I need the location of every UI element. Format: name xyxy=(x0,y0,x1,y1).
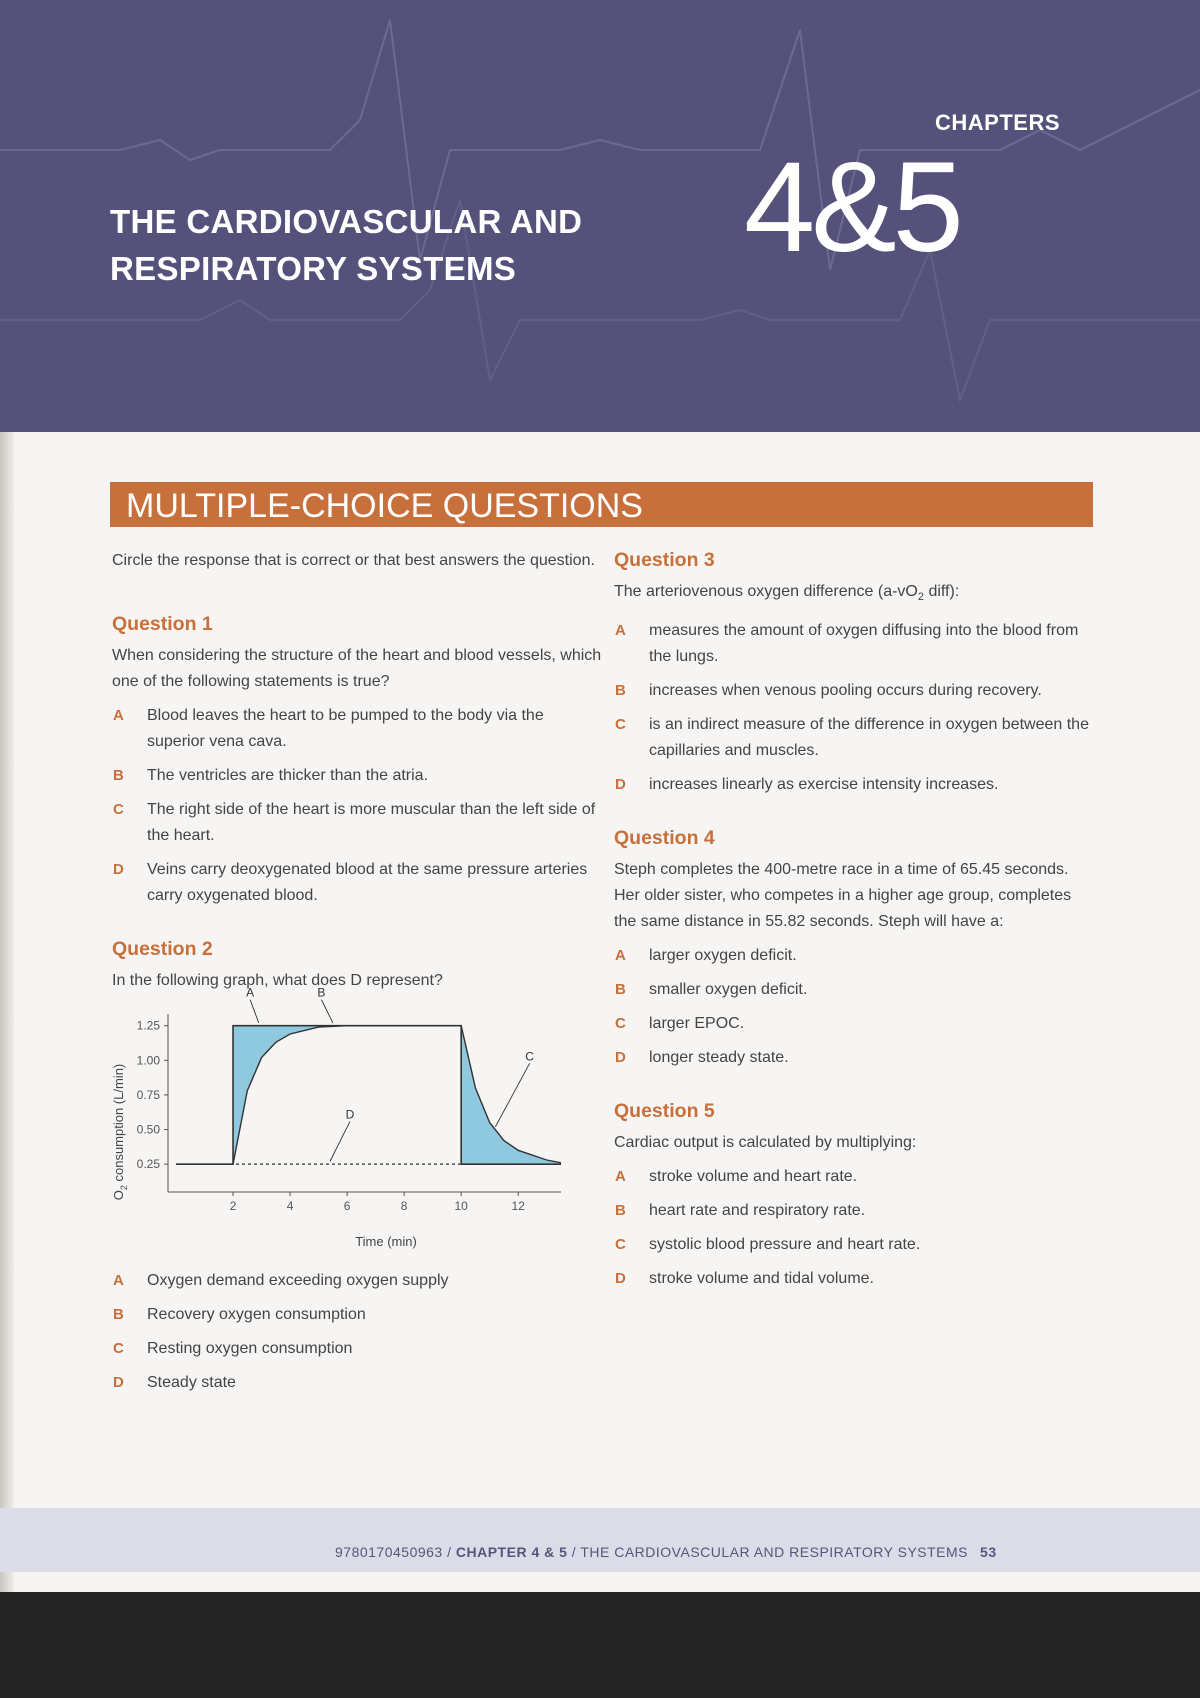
option-text: smaller oxygen deficit. xyxy=(649,981,808,999)
option-letter: D xyxy=(113,1374,124,1391)
option-text: Oxygen demand exceeding oxygen supply xyxy=(147,1272,449,1289)
option-letter: C xyxy=(113,801,124,818)
option-letter: B xyxy=(113,1306,124,1323)
option-text: Steady state xyxy=(147,1374,236,1391)
option-c[interactable] xyxy=(614,1011,1094,1037)
x-tick-label: 4 xyxy=(286,1199,294,1213)
option-text: larger oxygen deficit. xyxy=(649,947,797,965)
annotation-leader-a xyxy=(250,1000,259,1023)
annotation-label-a: A xyxy=(246,985,255,1000)
section-banner xyxy=(110,482,1093,527)
x-tick-label: 8 xyxy=(400,1199,408,1213)
section-title: MULTIPLE-CHOICE QUESTIONS xyxy=(126,487,643,525)
option-text: stroke volume and heart rate. xyxy=(649,1168,858,1186)
question-stem: When considering the structure of the heart and blood vessels, which one of the following statements is true? xyxy=(112,647,602,690)
graph-axes xyxy=(168,1014,561,1192)
option-letter: B xyxy=(615,682,626,700)
option-a[interactable] xyxy=(112,1268,602,1294)
x-axis-label: Time (min) xyxy=(355,1234,417,1249)
option-text: increases when venous pooling occurs during recovery. xyxy=(649,682,1042,700)
option-a[interactable] xyxy=(614,943,1094,969)
option-letter: D xyxy=(615,1049,626,1067)
question-1 xyxy=(112,610,602,909)
option-letter: B xyxy=(615,981,626,999)
option-a[interactable] xyxy=(112,703,602,755)
question-stem: In the following graph, what does D represent? xyxy=(112,972,443,989)
question-heading: Question 5 xyxy=(614,1100,715,1123)
annotation-leader-b xyxy=(321,1000,332,1023)
option-text: measures the amount of oxygen diffusing into the blood from the lungs. xyxy=(649,622,1079,666)
question-2 xyxy=(112,935,602,1396)
option-c[interactable] xyxy=(112,797,602,849)
option-a[interactable] xyxy=(614,618,1094,670)
question-heading: Question 2 xyxy=(112,938,213,960)
chapter-title-line-2: RESPIRATORY SYSTEMS xyxy=(110,250,517,287)
question-heading: Question 3 xyxy=(614,549,715,571)
question-heading: Question 4 xyxy=(614,827,715,850)
question-4 xyxy=(614,824,1094,1071)
option-text: stroke volume and tidal volume. xyxy=(649,1270,874,1288)
option-d[interactable] xyxy=(112,1370,602,1396)
option-text: Veins carry deoxygenated blood at the same pressure arteries carry oxygenated blood. xyxy=(147,861,588,904)
option-text: Blood leaves the heart to be pumped to the body via the superior vena cava. xyxy=(147,707,544,750)
page-footer xyxy=(0,1508,1200,1572)
annotation-label-d: D xyxy=(345,1107,355,1122)
option-b[interactable] xyxy=(614,678,1094,704)
option-d[interactable] xyxy=(112,857,602,909)
option-d[interactable] xyxy=(614,1045,1094,1071)
annotation-leader-d xyxy=(330,1121,350,1161)
x-tick-label: 2 xyxy=(229,1199,237,1213)
option-letter: A xyxy=(113,707,124,724)
option-text: is an indirect measure of the difference in oxygen between the capillaries and muscles. xyxy=(649,716,1089,760)
oxygen-deficit-and-epoc-fill xyxy=(233,1026,561,1164)
y-tick-label: 0.50 xyxy=(136,1122,160,1137)
chapter-title xyxy=(110,198,670,292)
annotation-label-b: B xyxy=(317,985,326,1000)
x-tick-label: 12 xyxy=(511,1199,525,1213)
option-text: increases linearly as exercise intensity increases. xyxy=(649,776,999,794)
option-letter: A xyxy=(113,1272,124,1289)
option-text: systolic blood pressure and heart rate. xyxy=(649,1236,921,1254)
instructions: Circle the response that is correct or that best answers the question. xyxy=(112,552,595,569)
question-5 xyxy=(614,1097,1094,1292)
option-d[interactable] xyxy=(614,772,1094,798)
option-letter: B xyxy=(113,767,124,784)
option-letter: C xyxy=(113,1340,124,1357)
page-number: 53 xyxy=(980,1544,997,1560)
option-text: The ventricles are thicker than the atria. xyxy=(147,767,429,784)
question-stem: The arteriovenous oxygen difference ($a-vO_2$ diff): xyxy=(614,583,960,604)
option-c[interactable] xyxy=(614,1232,1094,1258)
scan-background xyxy=(0,1592,1200,1698)
option-letter: C xyxy=(615,1015,626,1033)
option-c[interactable] xyxy=(112,1336,602,1362)
question-3 xyxy=(614,546,1094,798)
option-letter: A xyxy=(615,622,626,640)
option-b[interactable] xyxy=(112,1302,602,1328)
option-a[interactable] xyxy=(614,1164,1094,1190)
option-text: longer steady state. xyxy=(649,1049,789,1067)
option-b[interactable] xyxy=(112,763,602,789)
chapter-header xyxy=(0,0,1200,432)
right-column xyxy=(614,546,1094,1318)
chapter-title-line-1: THE CARDIOVASCULAR AND xyxy=(110,203,583,240)
option-letter: D xyxy=(113,861,124,878)
option-letter: D xyxy=(615,776,626,794)
y-tick-label: 0.25 xyxy=(136,1157,160,1172)
option-text: Resting oxygen consumption xyxy=(147,1340,353,1357)
option-b[interactable] xyxy=(614,1198,1094,1224)
y-axis-label: $O_2$ consumption (L/min) xyxy=(111,1063,129,1201)
option-text: heart rate and respiratory rate. xyxy=(649,1202,866,1220)
y-tick-label: 0.75 xyxy=(136,1087,160,1102)
option-letter: A xyxy=(615,1168,626,1186)
x-tick-label: 10 xyxy=(454,1199,468,1213)
option-text: Recovery oxygen consumption xyxy=(147,1306,366,1323)
option-text: larger EPOC. xyxy=(649,1015,745,1033)
option-b[interactable] xyxy=(614,977,1094,1003)
chapters-label: CHAPTERS xyxy=(935,110,1061,135)
option-letter: B xyxy=(615,1202,626,1220)
option-text: The right side of the heart is more muscular than the left side of the heart. xyxy=(147,801,596,844)
x-tick-label: 6 xyxy=(343,1199,351,1213)
option-letter: C xyxy=(615,1236,626,1254)
y-tick-label: 1.00 xyxy=(136,1053,160,1068)
oxygen-consumption-graph xyxy=(106,985,596,1254)
left-column xyxy=(112,548,602,1422)
question-stem: Steph completes the 400-metre race in a time of 65.45 seconds. Her older sister, who competes in a higher age group, completes the same distance in 55.82 seconds. Steph will have a: xyxy=(614,861,1072,931)
annotation-leader-c xyxy=(495,1063,529,1126)
question-stem: Cardiac output is calculated by multiplying: xyxy=(614,1134,917,1152)
annotation-label-c: C xyxy=(525,1049,534,1064)
chapter-number: 4&5 xyxy=(744,136,960,279)
option-c[interactable] xyxy=(614,712,1094,764)
oxygen-deficit-area xyxy=(233,1026,347,1164)
y-tick-label: 1.25 xyxy=(136,1018,160,1033)
option-letter: D xyxy=(615,1270,626,1288)
option-d[interactable] xyxy=(614,1266,1094,1292)
option-letter: C xyxy=(615,716,626,734)
question-heading: Question 1 xyxy=(112,613,213,635)
epoc-area xyxy=(461,1026,561,1164)
footer-text: 9780170450963 / CHAPTER 4 & 5 / THE CARDIOVASCULAR AND RESPIRATORY SYSTEMS 53 xyxy=(335,1544,997,1560)
option-letter: A xyxy=(615,947,626,965)
